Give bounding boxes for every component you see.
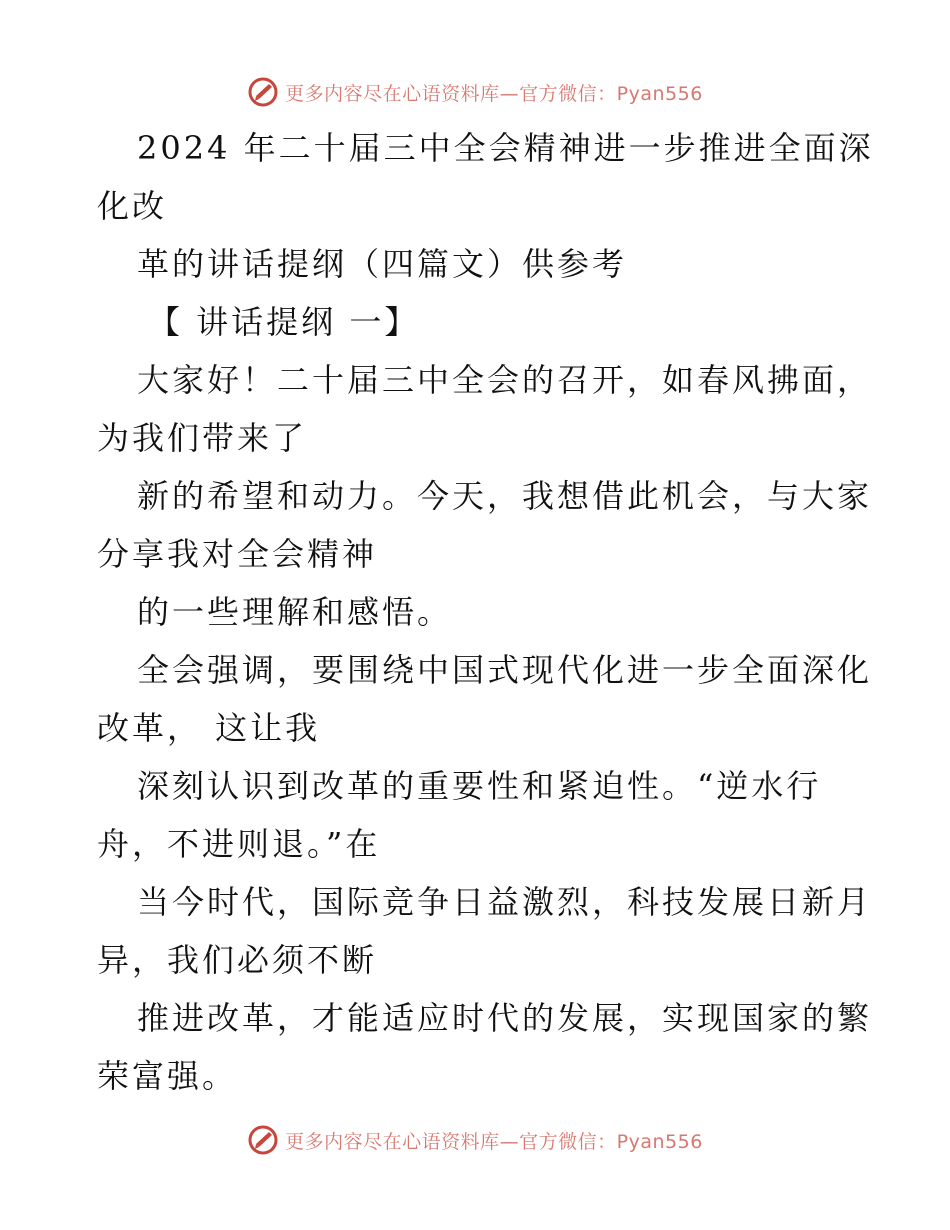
paragraph-line: 舟，不进则退。”在 xyxy=(97,825,381,863)
paragraph-line: 分享我对全会精神 xyxy=(97,535,378,573)
paragraph-line: 当今时代，国际竞争日益激烈，科技发展日新月 xyxy=(137,883,873,921)
title-line-2: 化改 xyxy=(97,187,168,225)
section-heading: 【 讲话提纲 一】 xyxy=(148,303,420,341)
title-line-1: 2024 年二十届三中全会精神进一步推进全面深 xyxy=(137,129,874,167)
paragraph-line: 改革， 这让我 xyxy=(97,709,321,747)
logo-icon xyxy=(247,1124,279,1156)
paragraph-line: 大家好！二十届三中全会的召开，如春风拂面， xyxy=(137,361,873,399)
paragraph-line: 深刻认识到改革的重要性和紧迫性。“逆水行 xyxy=(137,767,822,805)
banner-text: 更多内容尽在心语资料库—官方微信：Pyan556 xyxy=(285,1130,703,1153)
paragraph-line: 新的希望和动力。今天，我想借此机会，与大家 xyxy=(137,477,873,515)
paragraph-line: 推进改革，才能适应时代的发展，实现国家的繁 xyxy=(137,999,873,1037)
paragraph-line: 的一些理解和感悟。 xyxy=(137,593,453,631)
banner-text: 更多内容尽在心语资料库—官方微信：Pyan556 xyxy=(285,82,703,105)
header-banner xyxy=(0,72,950,112)
title-line-3: 革的讲话提纲（四篇文）供参考 xyxy=(137,245,628,283)
paragraph-line: 荣富强。 xyxy=(97,1057,238,1095)
paragraph-line: 异，我们必须不断 xyxy=(97,941,378,979)
logo-icon xyxy=(247,76,279,108)
paragraph-line: 为我们带来了 xyxy=(97,419,308,457)
footer-banner xyxy=(0,1120,950,1160)
paragraph-line: 全会强调，要围绕中国式现代化进一步全面深化 xyxy=(137,651,873,689)
